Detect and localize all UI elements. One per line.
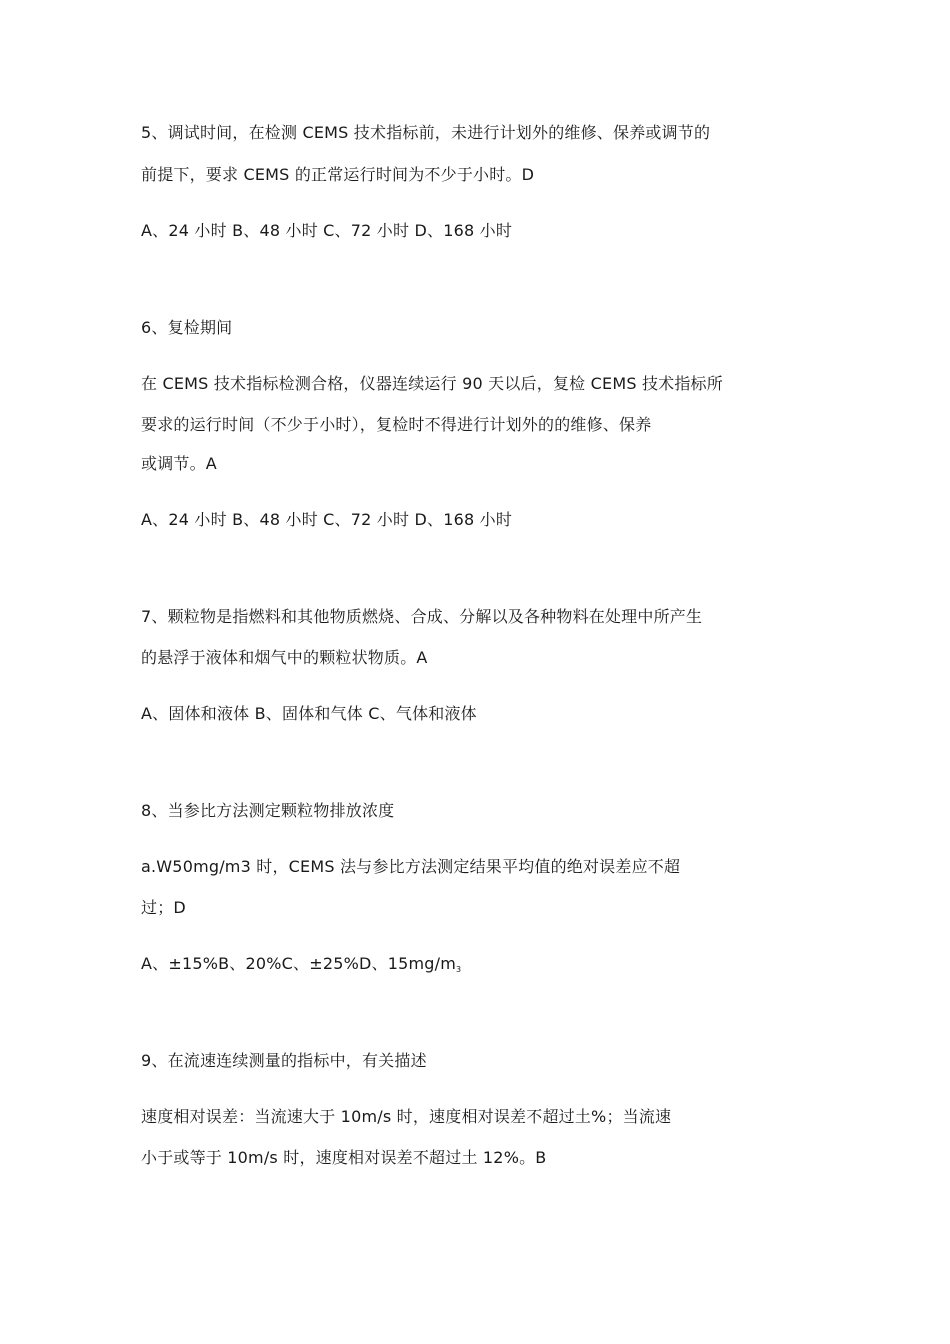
q6-line-1: 在 CEMS 技术指标检测合格，仪器连续运行 90 天以后，复检 CEMS 技术指标所 (141, 374, 723, 393)
q9-line-2: 小于或等于 10m/s 时，速度相对误差不超过土 12%。B (141, 1148, 547, 1167)
q6-options: A、24 小时 B、48 小时 C、72 小时 D、168 小时 (141, 510, 513, 529)
q8-options-subscript: 3 (456, 965, 462, 974)
q8-line-2: 过；D (141, 898, 186, 917)
q7-line-1: 7、颗粒物是指燃料和其他物质燃烧、合成、分解以及各种物料在处理中所产生 (141, 607, 703, 626)
q6-title: 6、复检期间 (141, 318, 233, 337)
q9-line-1: 速度相对误差：当流速大于 10m/s 时，速度相对误差不超过土%；当流速 (141, 1107, 672, 1126)
q8-title: 8、当参比方法测定颗粒物排放浓度 (141, 801, 395, 820)
q8-line-1: a.W50mg/m3 时，CEMS 法与参比方法测定结果平均值的绝对误差应不超 (141, 857, 681, 876)
q5-line-1: 5、调试时间，在检测 CEMS 技术指标前，未进行计划外的维修、保养或调节的 (141, 123, 711, 142)
q5-options: A、24 小时 B、48 小时 C、72 小时 D、168 小时 (141, 221, 513, 240)
q7-options: A、固体和液体 B、固体和气体 C、气体和液体 (141, 704, 477, 723)
q5-line-2: 前提下，要求 CEMS 的正常运行时间为不少于小时。D (141, 165, 535, 184)
q8-options (141, 954, 461, 980)
q8-options-text: A、±15%B、20%C、±25%D、15mg/m (141, 954, 456, 973)
q9-title: 9、在流速连续测量的指标中，有关描述 (141, 1051, 427, 1070)
q7-line-2: 的悬浮于液体和烟气中的颗粒状物质。A (141, 648, 428, 667)
q6-line-3: 或调节。A (141, 454, 217, 473)
q6-line-2: 要求的运行时间（不少于小时），复检时不得进行计划外的的维修、保养 (141, 415, 652, 434)
